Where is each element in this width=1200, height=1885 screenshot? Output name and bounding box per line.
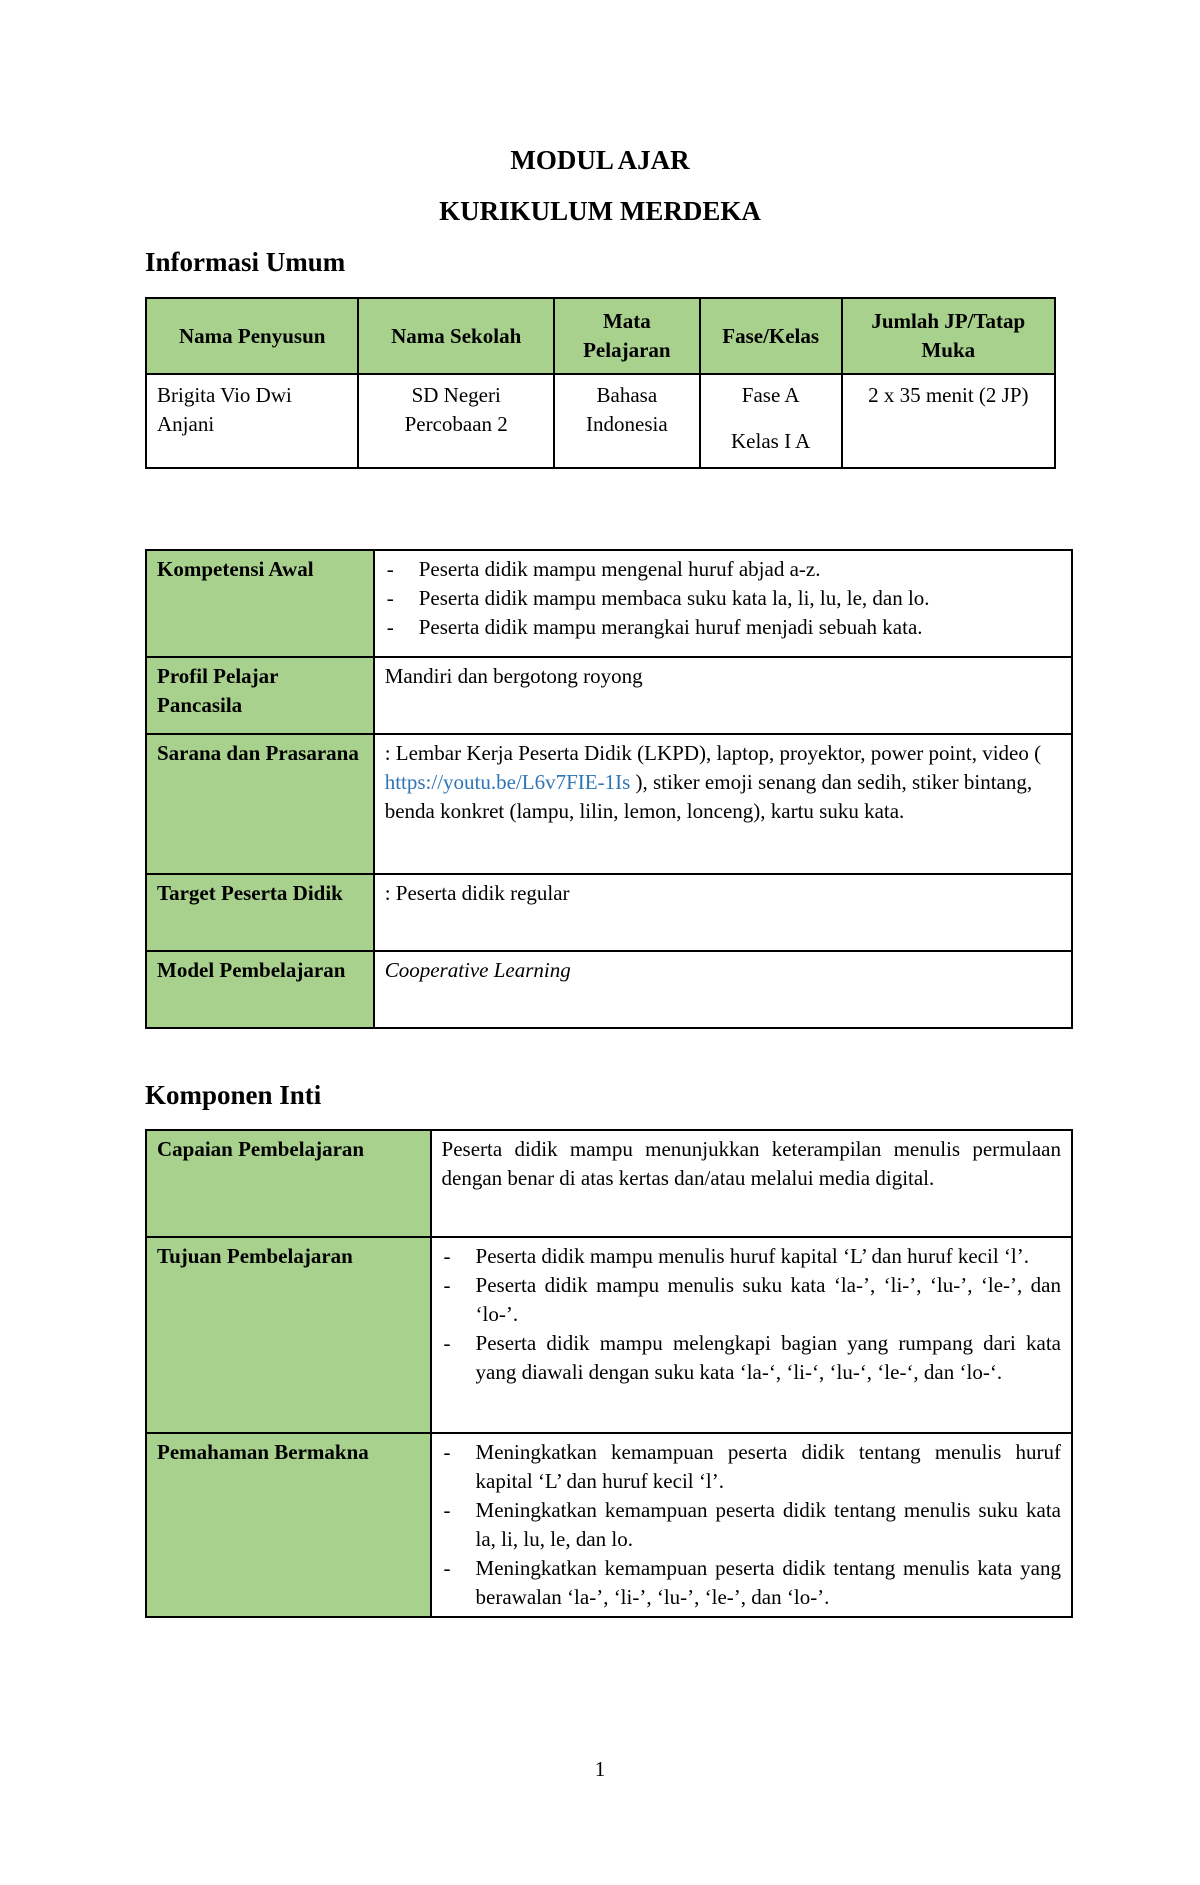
kompetensi-list (385, 555, 1061, 642)
details-table (145, 549, 1073, 1029)
list-item: - Meningkatkan kemampuan peserta didik tentang menulis huruf kapital ‘L’ dan huruf kecil ‘l’. (442, 1438, 1061, 1496)
column-header: Fase/Kelas (700, 298, 842, 374)
column-header: Mata Pelajaran (554, 298, 700, 374)
video-link[interactable]: https://youtu.be/L6v7FIE-1Is (384, 770, 631, 794)
table-row (146, 1237, 1072, 1433)
document-subtitle: KURIKULUM MERDEKA (439, 196, 761, 226)
list-item: - Peserta didik mampu mengenal huruf abjad a-z. (385, 555, 1061, 584)
column-header: Nama Sekolah (358, 298, 554, 374)
informasi-umum-table (145, 297, 1056, 469)
value-target-peserta: : Peserta didik regular (374, 874, 1072, 951)
table-header-row (146, 298, 1055, 374)
label-profil-pelajar: Profil Pelajar Pancasila (146, 657, 374, 734)
kelas-value: Kelas I A (731, 429, 811, 453)
value-capaian-pembelajaran: Peserta didik mampu menunjukkan keterampilan menulis permulaan dengan benar di atas kertas dan/atau melalui media digital. (431, 1130, 1072, 1237)
pemahaman-list (442, 1438, 1061, 1612)
table-row (146, 1130, 1072, 1237)
table-row (146, 734, 1072, 874)
list-item: - Peserta didik mampu merangkai huruf menjadi sebuah kata. (385, 613, 1061, 642)
label-sarana-prasarana: Sarana dan Prasarana (146, 734, 374, 874)
value-tujuan-pembelajaran (431, 1237, 1072, 1433)
document-title: MODUL AJAR (510, 145, 690, 175)
value-sarana-prasarana (374, 734, 1072, 874)
tujuan-list (442, 1242, 1061, 1387)
label-tujuan-pembelajaran: Tujuan Pembelajaran (146, 1237, 431, 1433)
sarana-text-start: : Lembar Kerja Peserta Didik (LKPD), laptop, proyektor, power point, video ( (384, 741, 1042, 765)
column-header: Nama Penyusun (146, 298, 358, 374)
cell-fase-kelas (700, 374, 842, 468)
table-row (146, 874, 1072, 951)
section-heading-komponen-inti: Komponen Inti (145, 1080, 322, 1110)
cell-nama-sekolah: SD Negeri Percobaan 2 (358, 374, 554, 468)
komponen-inti-table (145, 1129, 1073, 1618)
value-model-pembelajaran: Cooperative Learning (374, 951, 1072, 1028)
list-item: - Peserta didik mampu menulis suku kata ‘la-’, ‘li-’, ‘lu-’, ‘le-’, dan ‘lo-’. (442, 1271, 1061, 1329)
list-item: - Peserta didik mampu menulis huruf kapital ‘L’ dan huruf kecil ‘l’. (442, 1242, 1061, 1271)
cell-nama-penyusun: Brigita Vio Dwi Anjani (146, 374, 358, 468)
value-profil-pelajar: Mandiri dan bergotong royong (374, 657, 1072, 734)
table-row (146, 374, 1055, 468)
list-item: - Meningkatkan kemampuan peserta didik tentang menulis suku kata la, li, lu, le, dan lo. (442, 1496, 1061, 1554)
list-item: - Peserta didik mampu melengkapi bagian yang rumpang dari kata yang diawali dengan suku kata ‘la-‘, ‘li-‘, ‘lu-‘, ‘le-‘, dan ‘lo-‘. (442, 1329, 1061, 1387)
table-row (146, 1433, 1072, 1617)
fase-value: Fase A (741, 383, 800, 407)
table-row (146, 550, 1072, 657)
column-header: Jumlah JP/Tatap Muka (842, 298, 1055, 374)
value-pemahaman-bermakna (431, 1433, 1072, 1617)
table-row (146, 951, 1072, 1028)
cell-jumlah-jp: 2 x 35 menit (2 JP) (842, 374, 1055, 468)
label-capaian-pembelajaran: Capaian Pembelajaran (146, 1130, 431, 1237)
section-heading-informasi-umum: Informasi Umum (145, 247, 346, 277)
label-kompetensi-awal: Kompetensi Awal (146, 550, 374, 657)
cell-mata-pelajaran: Bahasa Indonesia (554, 374, 700, 468)
table-row (146, 657, 1072, 734)
sarana-text-end: ), stiker emoji senang dan sedih, stiker bintang, benda konkret (lampu, lilin, lemon, lonceng), kartu suku kata. (384, 770, 1033, 823)
list-item: - Meningkatkan kemampuan peserta didik tentang menulis kata yang berawalan ‘la-’, ‘li-’, ‘lu-’, ‘le-’, dan ‘lo-’. (442, 1554, 1061, 1612)
value-kompetensi-awal (374, 550, 1072, 657)
label-target-peserta: Target Peserta Didik (146, 874, 374, 951)
label-pemahaman-bermakna: Pemahaman Bermakna (146, 1433, 431, 1617)
label-model-pembelajaran: Model Pembelajaran (146, 951, 374, 1028)
list-item: - Peserta didik mampu membaca suku kata la, li, lu, le, dan lo. (385, 584, 1061, 613)
page-number: 1 (594, 1757, 606, 1781)
